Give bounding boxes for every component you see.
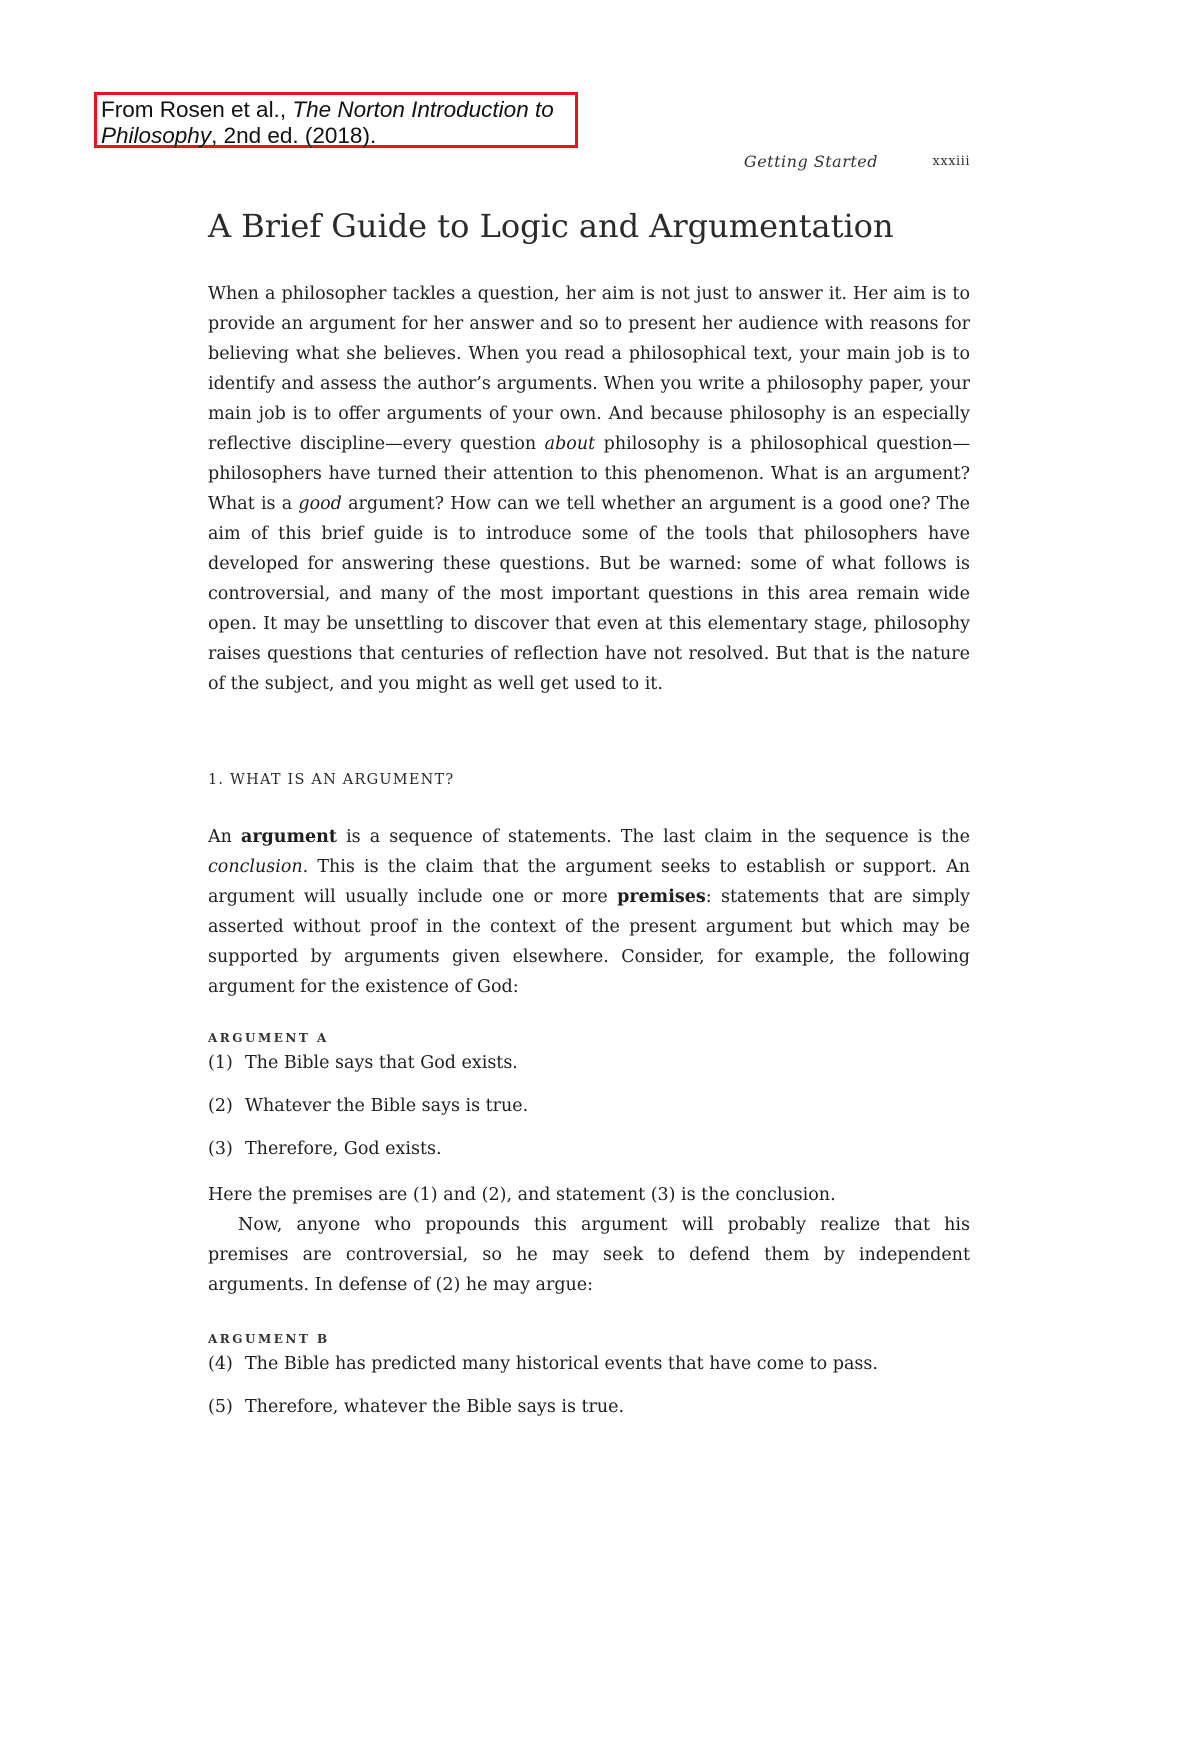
statement-number: (1) bbox=[208, 1053, 233, 1073]
page-number: xxxiii bbox=[932, 154, 970, 169]
statement-number: (4) bbox=[208, 1354, 233, 1374]
statement-text: The Bible has predicted many historical events that have come to pass. bbox=[245, 1354, 878, 1374]
definition-text-3: . This is the claim that the argument seeks to establish or support. An argument will usually include one or more bbox=[208, 857, 970, 907]
section-heading: 1. WHAT IS AN ARGUMENT? bbox=[208, 772, 455, 788]
list-item bbox=[208, 1392, 970, 1422]
definition-text-1: An bbox=[208, 827, 241, 847]
statement-text: Whatever the Bible says is true. bbox=[245, 1096, 529, 1116]
definition-text-2: is a sequence of statements. The last claim in the sequence is the bbox=[336, 827, 970, 847]
list-item bbox=[208, 1048, 970, 1078]
intro-emphasis-good: good bbox=[298, 494, 342, 514]
statement-number: (2) bbox=[208, 1096, 233, 1116]
source-prefix: From Rosen et al., bbox=[101, 97, 293, 122]
term-premises: premises bbox=[617, 887, 706, 907]
intro-text-3: argument? How can we tell whether an argument is a good one? The aim of this brief guide is to introduce some of the tools that philosophers have developed for answering these questions. But be warned: some of what follows is controversial, and many of the most important questions in this area remain wide open. It may be unsettling to discover that even at this elementary stage, philosophy raises questions that centuries of reflection have not resolved. But that is the nature of the subject, and you might as well get used to it. bbox=[208, 494, 970, 694]
list-item bbox=[208, 1349, 970, 1379]
statement-number: (5) bbox=[208, 1397, 233, 1417]
defense-paragraph: Now, anyone who propounds this argument will probably realize that his premises are controversial, so he may seek to defend them by independent arguments. In defense of (2) he may argue: bbox=[208, 1215, 970, 1295]
source-suffix: , 2nd ed. (2018). bbox=[211, 123, 377, 148]
intro-text-1: When a philosopher tackles a question, her aim is not just to answer it. Her aim is to provide an argument for her answer and so to present her audience with reasons for believing what she believes. When you read a philosophical text, your main job is to identify and assess the author’s arguments. When you write a philosophy paper, your main job is to offer arguments of your own. And because philosophy is an especially reflective discipline—every question bbox=[208, 284, 970, 454]
list-item bbox=[208, 1134, 970, 1164]
argument-b-list bbox=[208, 1349, 970, 1422]
source-book-title: The Norton Introduction to Philosophy bbox=[101, 97, 554, 148]
definition-text-4: : statements that are simply asserted without proof in the context of the present argument but which may be supported by arguments given elsewhere. Consider, for example, the following argument for the existence of God: bbox=[208, 887, 970, 997]
argument-a-list bbox=[208, 1048, 970, 1164]
term-argument: argument bbox=[241, 827, 337, 847]
page-body bbox=[208, 200, 970, 1435]
page-title: A Brief Guide to Logic and Argumentation bbox=[208, 207, 894, 245]
statement-text: The Bible says that God exists. bbox=[245, 1053, 518, 1073]
intro-text-2: philosophy is a philosophical question—philosophers have turned their attention to this phenomenon. What is an argument? What is a bbox=[208, 434, 970, 514]
running-head bbox=[700, 150, 970, 176]
premises-note-paragraph: Here the premises are (1) and (2), and statement (3) is the conclusion. bbox=[208, 1185, 836, 1205]
definition-paragraph bbox=[208, 822, 970, 1002]
source-citation-box bbox=[94, 92, 578, 148]
statement-text: Therefore, God exists. bbox=[245, 1139, 442, 1159]
statement-text: Therefore, whatever the Bible says is true. bbox=[245, 1397, 625, 1417]
statement-number: (3) bbox=[208, 1139, 233, 1159]
list-item bbox=[208, 1091, 970, 1121]
term-conclusion: conclusion bbox=[208, 857, 303, 877]
intro-paragraph bbox=[208, 279, 970, 699]
argument-b-label: ARGUMENT B bbox=[208, 1332, 330, 1346]
argument-a-label: ARGUMENT A bbox=[208, 1031, 329, 1045]
running-head-title: Getting Started bbox=[743, 152, 878, 171]
intro-emphasis-about: about bbox=[544, 434, 596, 454]
